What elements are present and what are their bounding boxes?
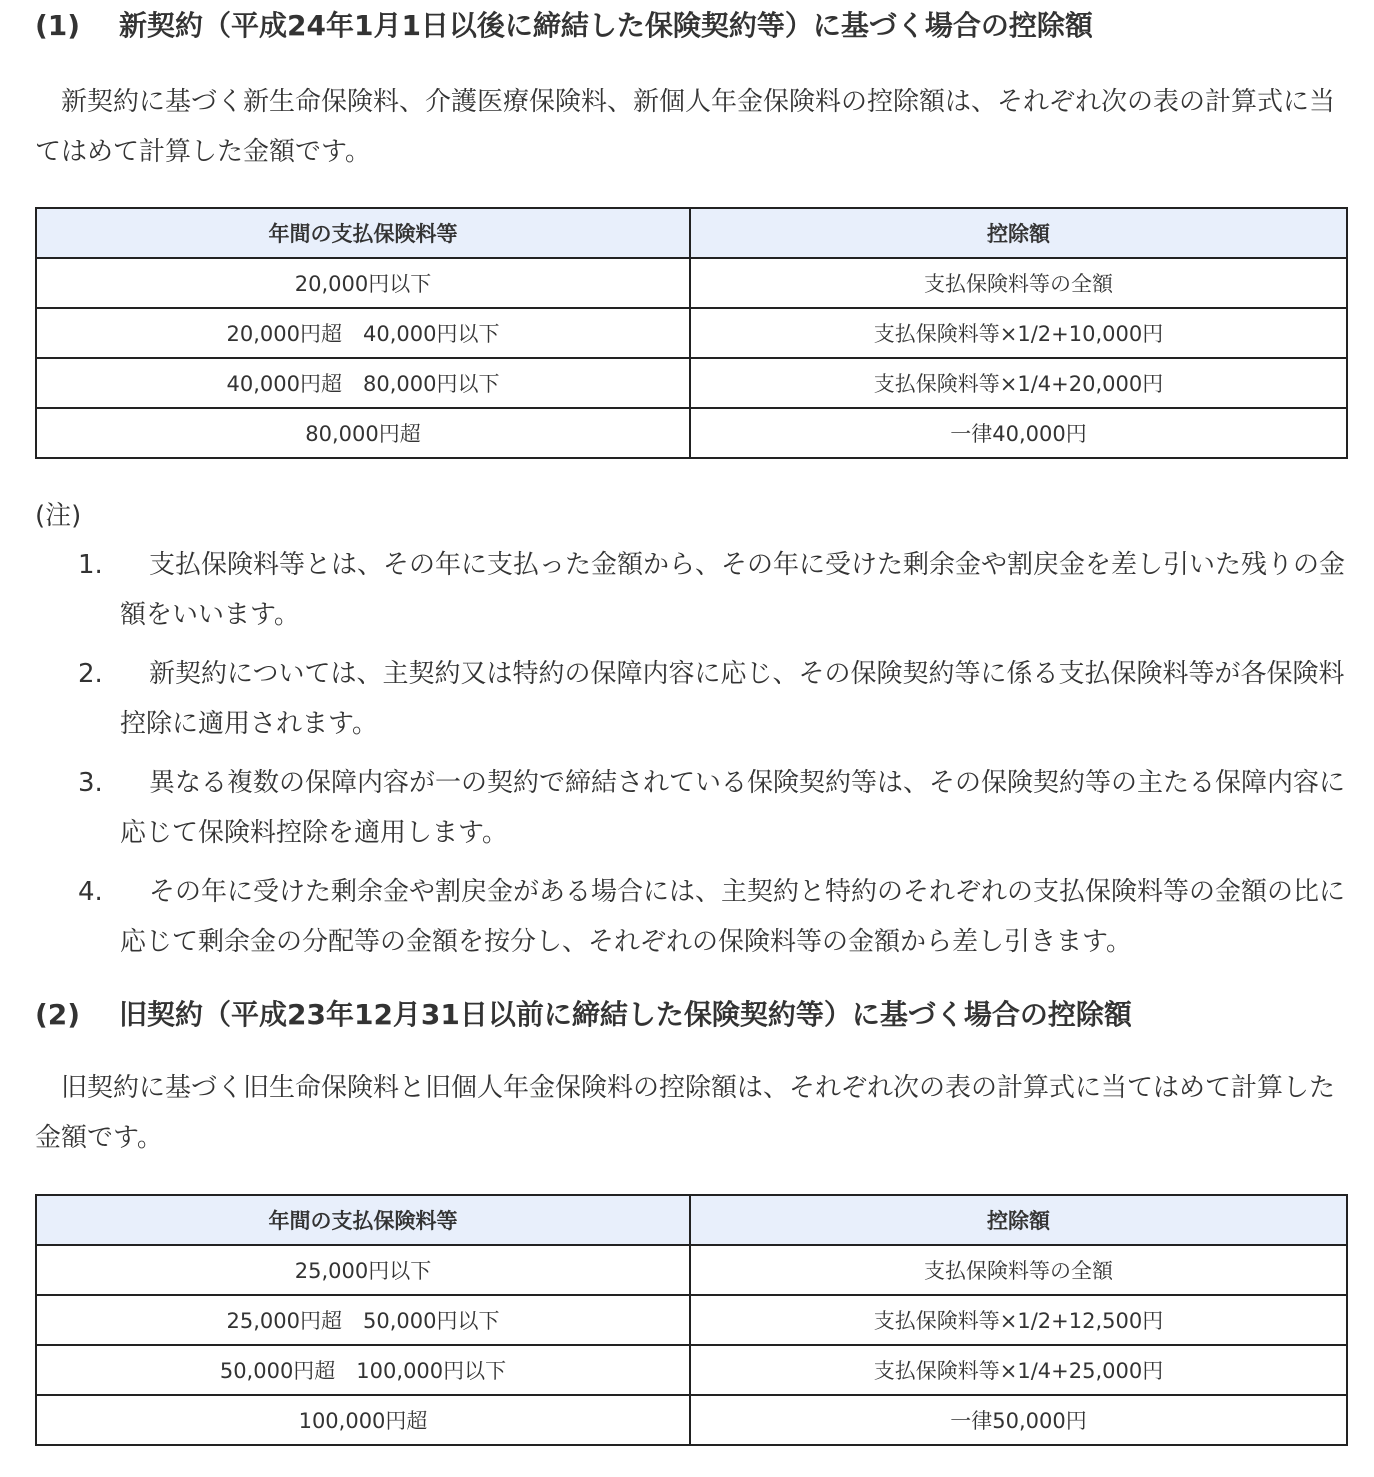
section1-deduction-table <box>35 207 1348 459</box>
table-row <box>36 408 1347 458</box>
deduction-cell: 支払保険料等×1/4+25,000円 <box>690 1345 1347 1395</box>
deduction-cell: 支払保険料等の全額 <box>690 1245 1347 1295</box>
premium-cell: 50,000円超 100,000円以下 <box>36 1345 690 1395</box>
section2-deduction-table <box>35 1194 1348 1446</box>
section1-title: 新契約（平成24年1月1日以後に締結した保険契約等）に基づく場合の控除額 <box>119 9 1093 42</box>
premium-cell: 40,000円超 80,000円以下 <box>36 358 690 408</box>
table-row <box>36 1345 1347 1395</box>
section2-number: (2) <box>35 998 81 1031</box>
table-header-row <box>36 1195 1347 1245</box>
premium-cell: 100,000円超 <box>36 1395 690 1445</box>
table-row <box>36 1395 1347 1445</box>
section1-number: (1) <box>35 9 81 42</box>
section2-heading <box>35 995 1132 1035</box>
note-number: 2. <box>78 659 103 689</box>
note-text: 支払保険料等とは、その年に支払った金額から、その年に受けた剰余金や割戻金を差し引いた残りの金額をいいます。 <box>120 550 1346 630</box>
note-text: 新契約については、主契約又は特約の保障内容に応じ、その保険契約等に係る支払保険料等が各保険料控除に適用されます。 <box>120 659 1345 739</box>
premium-cell: 20,000円以下 <box>36 258 690 308</box>
note-item <box>0 649 1374 749</box>
deduction-cell: 支払保険料等の全額 <box>690 258 1347 308</box>
header-annual-premium: 年間の支払保険料等 <box>36 1195 690 1245</box>
deduction-cell: 一律50,000円 <box>690 1395 1347 1445</box>
premium-cell: 20,000円超 40,000円以下 <box>36 308 690 358</box>
section1-heading <box>35 6 1093 46</box>
note-number: 4. <box>78 877 103 907</box>
note-item <box>0 867 1374 967</box>
header-deduction-amount: 控除額 <box>690 208 1347 258</box>
table-header-row <box>36 208 1347 258</box>
notes-list <box>0 540 1374 976</box>
table-row <box>36 258 1347 308</box>
section1-intro: 新契約に基づく新生命保険料、介護医療保険料、新個人年金保険料の控除額は、それぞれ次の表の計算式に当てはめて計算した金額です。 <box>35 87 1336 167</box>
premium-cell: 80,000円超 <box>36 408 690 458</box>
deduction-cell: 支払保険料等×1/4+20,000円 <box>690 358 1347 408</box>
section2-title: 旧契約（平成23年12月31日以前に締結した保険契約等）に基づく場合の控除額 <box>119 998 1132 1031</box>
notes-label: (注) <box>35 501 82 531</box>
table-row <box>36 358 1347 408</box>
deduction-cell: 支払保険料等×1/2+12,500円 <box>690 1295 1347 1345</box>
header-deduction-amount: 控除額 <box>690 1195 1347 1245</box>
table-row <box>36 1245 1347 1295</box>
header-annual-premium: 年間の支払保険料等 <box>36 208 690 258</box>
note-text: その年に受けた剰余金や割戻金がある場合には、主契約と特約のそれぞれの支払保険料等の金額の比に応じて剰余金の分配等の金額を按分し、それぞれの保険料等の金額から差し引きます。 <box>120 877 1346 957</box>
premium-cell: 25,000円以下 <box>36 1245 690 1295</box>
note-number: 3. <box>78 768 103 798</box>
premium-cell: 25,000円超 50,000円以下 <box>36 1295 690 1345</box>
note-number: 1. <box>78 550 103 580</box>
note-item <box>0 540 1374 640</box>
table-row <box>36 308 1347 358</box>
note-text: 異なる複数の保障内容が一の契約で締結されている保険契約等は、その保険契約等の主たる保障内容に応じて保険料控除を適用します。 <box>120 768 1346 848</box>
note-item <box>0 758 1374 858</box>
table-row <box>36 1295 1347 1345</box>
section2-intro: 旧契約に基づく旧生命保険料と旧個人年金保険料の控除額は、それぞれ次の表の計算式に当てはめて計算した金額です。 <box>35 1073 1336 1153</box>
deduction-cell: 一律40,000円 <box>690 408 1347 458</box>
deduction-cell: 支払保険料等×1/2+10,000円 <box>690 308 1347 358</box>
